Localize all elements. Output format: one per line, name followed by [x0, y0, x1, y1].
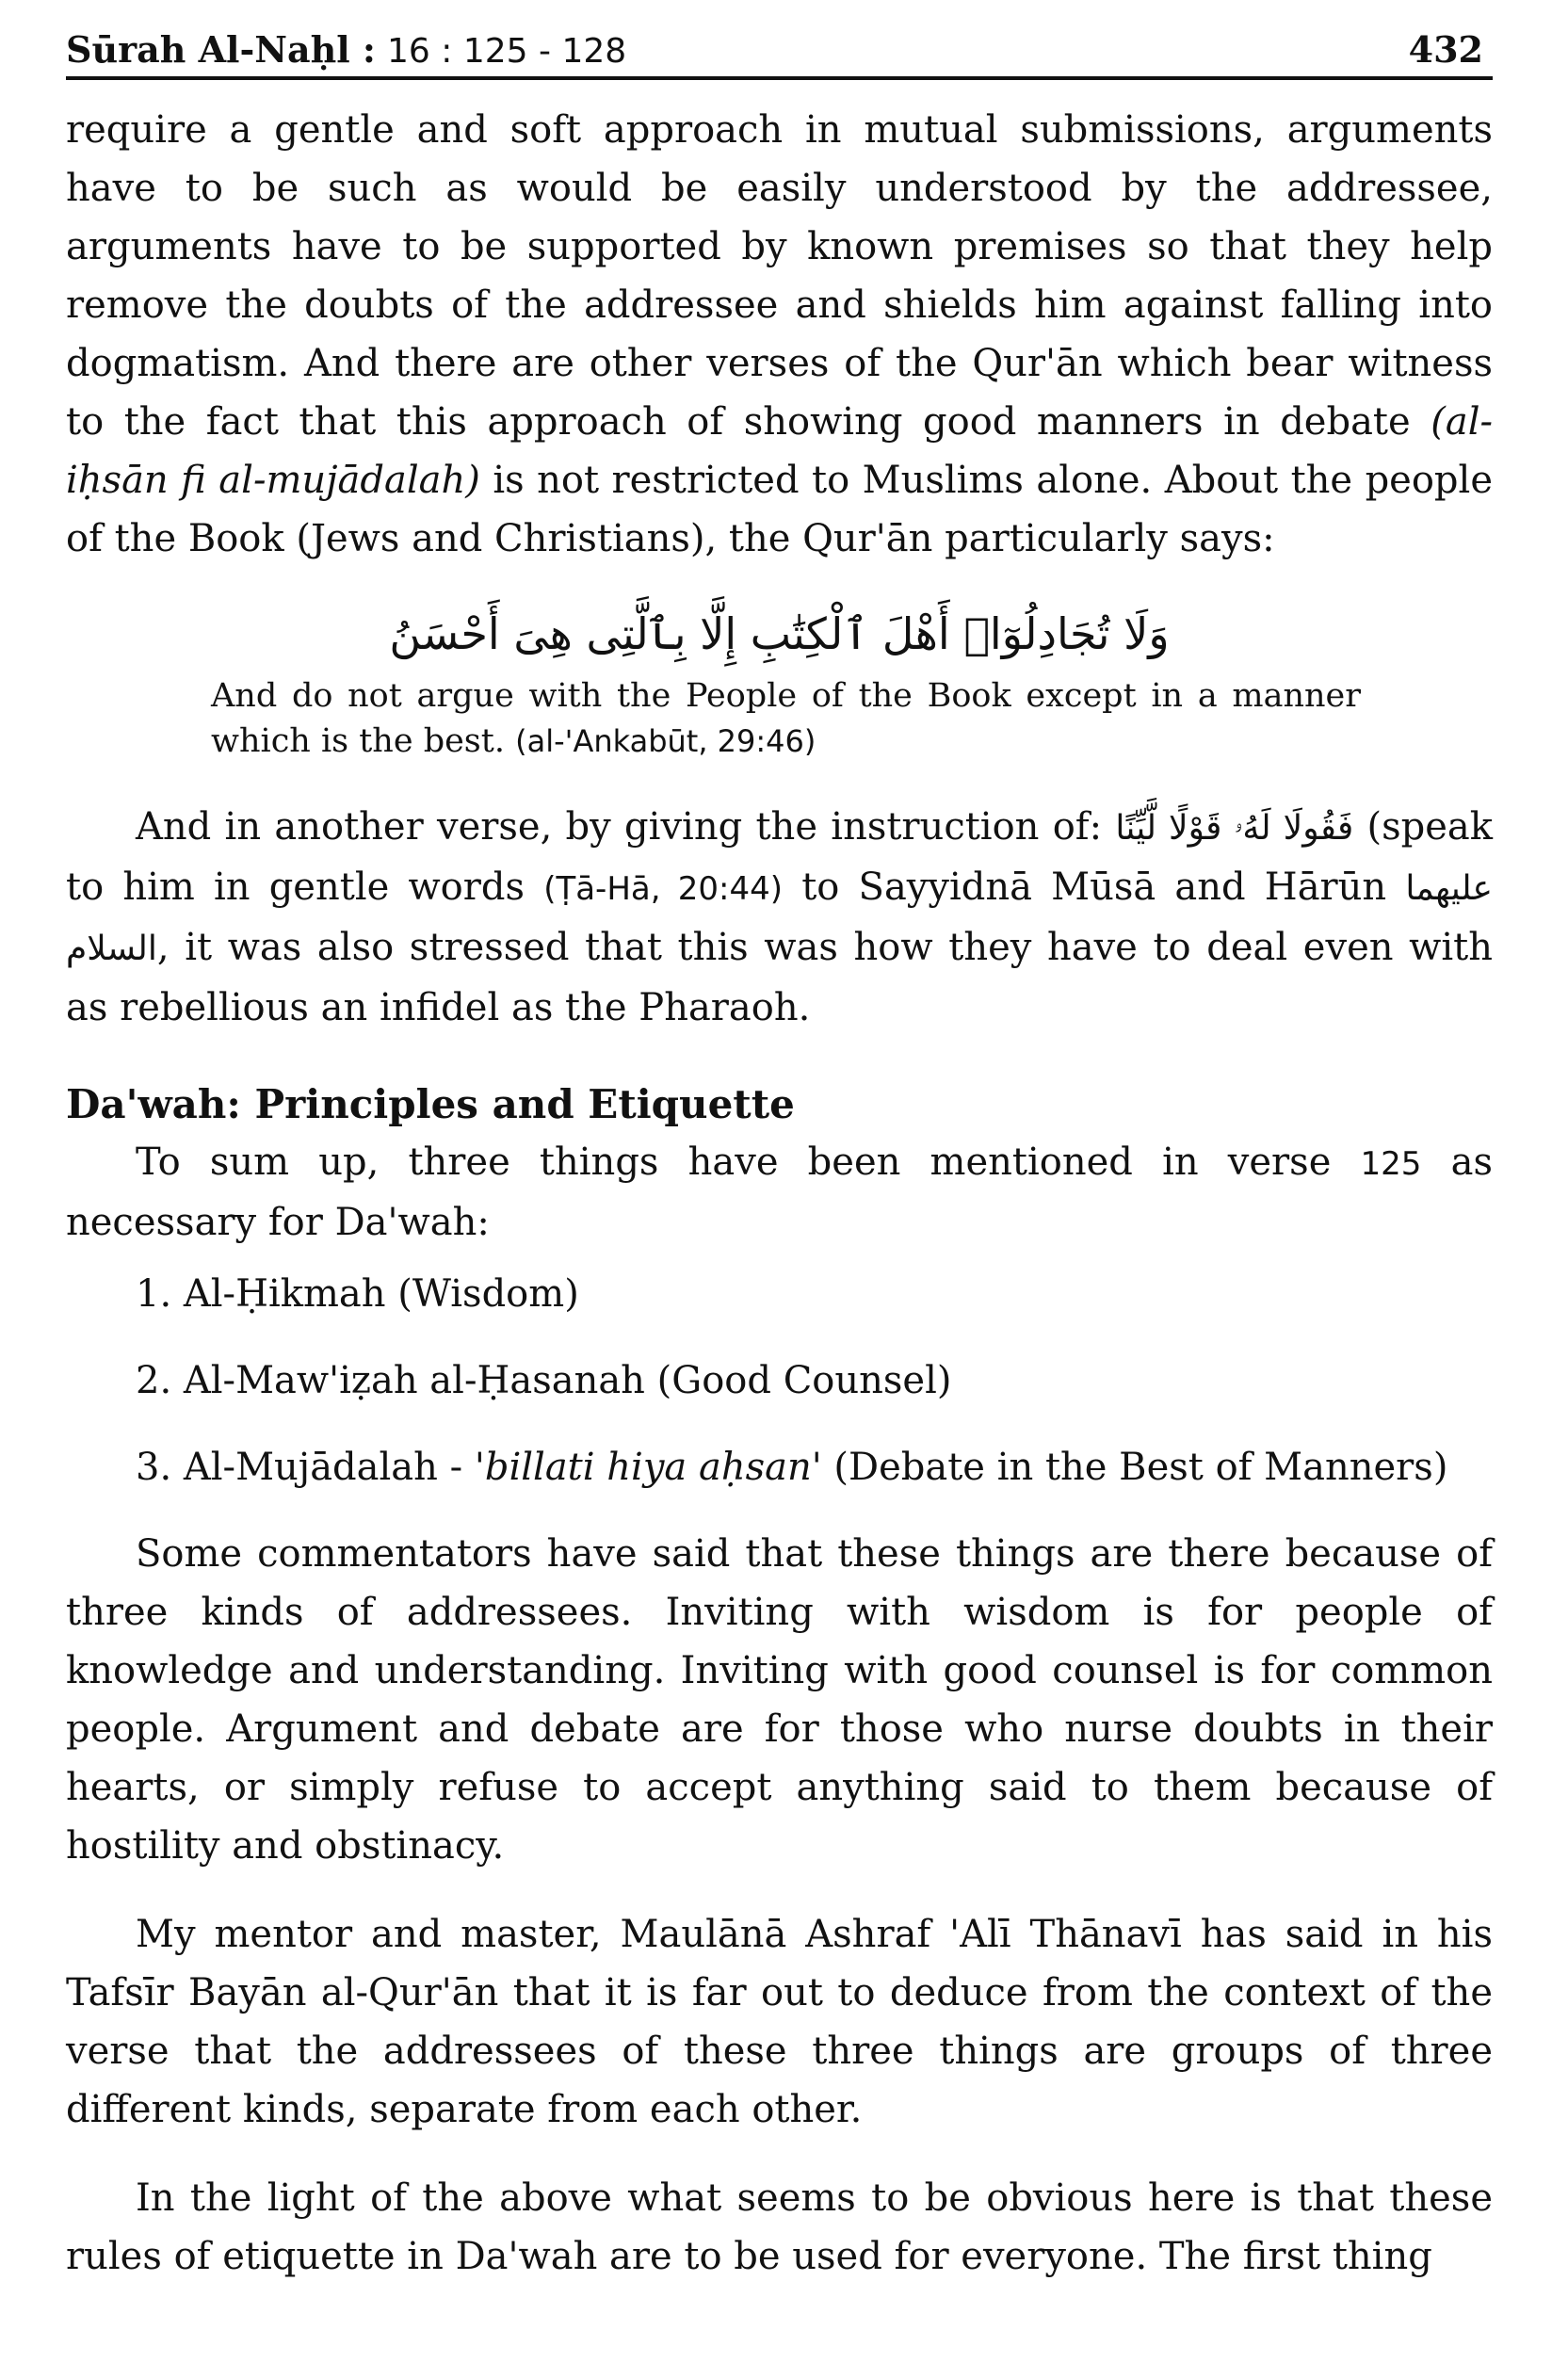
verse-translation: [211, 673, 1361, 764]
list-item-text: ' (Debate in the Best of Manners): [811, 1446, 1448, 1489]
surah-name: Sūrah Al-Naḥl :: [66, 28, 376, 71]
paragraph-summary: [66, 1133, 1493, 1252]
verse-citation: (al-'Ankabūt, 29:46): [515, 723, 816, 759]
list-item: 2. Al-Maw'iẓah al-Ḥasanah (Good Counsel): [136, 1359, 952, 1402]
page-number: 432: [1408, 28, 1483, 71]
paragraph-commentators: Some commentators have said that these things are there because of three kinds of addressees. Inviting with wisdom is for people of knowledge and understanding. Inviting with good counsel is for common people. Argument and debate are for those who nurse doubts in their hearts, or simply refuse to accept anything said to them because of hostility and obstinacy.: [66, 1532, 1493, 1868]
principles-list: [66, 1265, 1493, 1496]
header-title: [66, 28, 626, 71]
list-item: 1. Al-Ḥikmah (Wisdom): [136, 1272, 579, 1316]
verse-citation: (Ṭā-Hā, 20:44): [543, 870, 784, 908]
paragraph-text: to Sayyidnā Mūsā and Hārūn: [783, 866, 1406, 909]
paragraph-text: To sum up, three things have been mentioned in verse: [136, 1141, 1361, 1184]
list-item: [66, 1438, 1493, 1496]
arabic-blessing: عليهما السلام: [66, 869, 1493, 968]
arabic-phrase: فَقُولَا لَهُۥ قَوْلًا لَّيِّنًا: [1115, 809, 1354, 848]
verse-number: 125: [1360, 1145, 1422, 1183]
paragraph-another-verse: [66, 798, 1493, 1037]
list-item-italic: billati hiya aḥsan: [484, 1446, 812, 1489]
book-page: [66, 28, 1493, 2286]
paragraph-text: require a gentle and soft approach in mutual submissions, arguments have to be such as would be easily understood by the addressee, arguments have to be supported by known premises so that they help remove the doubts of the addressee and shields him against falling into dogmatism. And there are other verses of the Qur'ān which bear witness to the fact that this approach of showing good manners in debate: [66, 108, 1493, 444]
translation-text: And do not argue with the People of the Book except in a manner which is the best.: [211, 677, 1361, 760]
paragraph-text: And in another verse, by giving the instruction of:: [136, 805, 1116, 849]
paragraph-continuation: [66, 101, 1493, 568]
paragraph-text: (speak to him in gentle words: [66, 805, 1493, 909]
paragraph-etiquette: In the light of the above what seems to be obvious here is that these rules of etiquette in Da'wah are to be used for everyone. The first thing: [66, 2176, 1493, 2278]
italic-term: (al-iḥsān fi al-mujādalah): [66, 400, 1493, 502]
section-heading: Da'wah: Principles and Etiquette: [66, 1081, 795, 1127]
list-item-text: 3. Al-Mujādalah - ': [136, 1446, 485, 1489]
paragraph-text: is not restricted to Muslims alone. About the people of the Book (Jews and Christians), the Qur'ān particularly says:: [66, 459, 1493, 560]
running-header: [66, 28, 1493, 80]
paragraph-text: , it was also stressed that this was how they have to deal even with as rebellious an infidel as the Pharaoh.: [66, 926, 1493, 1029]
arabic-verse: وَلَا تُجَادِلُوٓا۟ أَهْلَ ٱلْكِتَٰبِ إِلَّا بِٱلَّتِى هِىَ أَحْسَنُ: [389, 608, 1170, 659]
paragraph-text: as necessary for Da'wah:: [66, 1141, 1493, 1244]
paragraph-mentor: My mentor and master, Maulānā Ashraf 'Alī Thānavī has said in his Tafsīr Bayān al-Qur'ān that it is far out to deduce from the context of the verse that the addressees of these three things are groups of three different kinds, separate from each other.: [66, 1913, 1493, 2131]
verse-reference: 16 : 125 - 128: [387, 32, 627, 71]
